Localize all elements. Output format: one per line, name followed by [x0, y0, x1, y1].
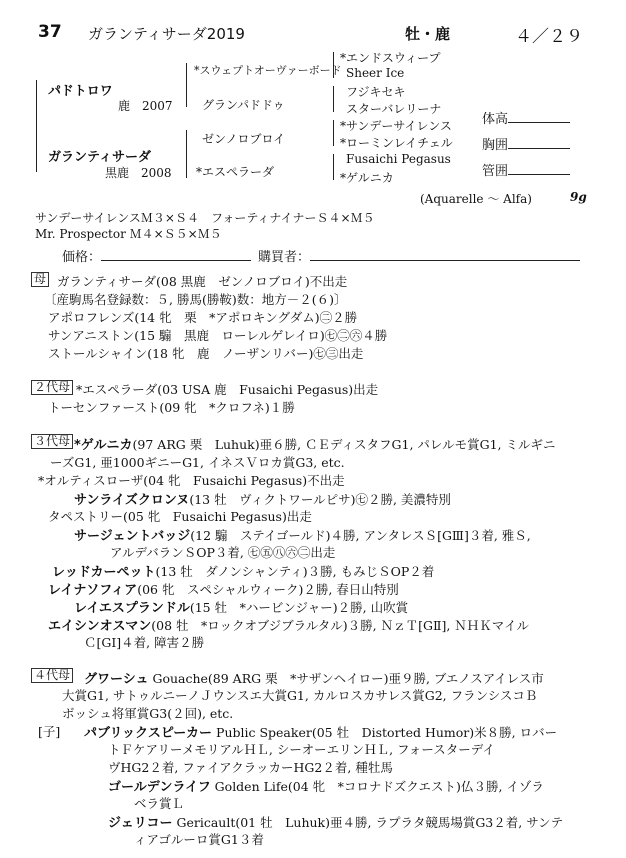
second-dam-line-2: トーセンファースト(09 牝 *クロフネ)１勝 — [48, 400, 295, 415]
line-text: Ｃ[GⅠ]４着, 障害２勝 — [84, 635, 205, 650]
buyer-label: 購買者： — [258, 250, 311, 265]
pedigree-bracket — [36, 80, 37, 172]
cannon-blank — [508, 162, 570, 175]
sire-dam: グランパドドゥ — [202, 98, 285, 112]
dosage: 9g — [570, 190, 587, 204]
pedigree-bracket-g3b — [333, 86, 334, 112]
buyer-field[interactable] — [258, 246, 580, 265]
dam-line-3: アポロフレンズ(14 牝 栗 *アポロキングダム)㊁２勝 — [48, 310, 358, 325]
gen3-7: Fusaichi Pegasus — [346, 152, 451, 166]
horse-name-bold: エイシンオスマン — [48, 619, 152, 634]
third-dam-line — [74, 434, 556, 453]
dam-name: ガランティサーダ — [48, 150, 151, 165]
sire-sire: *スウェプトオーヴァーボード — [194, 64, 342, 77]
inbreeding-2: Mr. Prospector Ｍ４×Ｓ５×Ｍ５ — [35, 227, 222, 241]
third-dam-line — [48, 615, 529, 634]
chest-blank — [508, 136, 570, 149]
line-text: アルデバランＳOP３着, ㊆㊄㊇㊅㊁出走 — [110, 545, 336, 560]
dam-sire: ゼンノロブロイ — [202, 132, 286, 146]
fourth-dam-line — [62, 704, 233, 722]
third-dam-line — [74, 525, 531, 544]
third-dam-line — [110, 543, 335, 561]
dam-line-2: 〔産駒馬名登録数：５, 勝馬(勝鞍)数：地方－２(６)〕 — [44, 292, 347, 307]
horse-name-bold: ジェリコー — [108, 816, 173, 831]
fourth-dam-line — [84, 722, 557, 741]
fourth-dam-line — [62, 686, 537, 704]
third-dam-line — [38, 471, 345, 489]
horse-name-bold: サンライズクロンヌ — [74, 493, 190, 508]
dam-line-1: ガランティサーダ(08 黒鹿 ゼンノロブロイ)不出走 — [57, 274, 348, 289]
fourth-dam-line — [108, 740, 495, 758]
gen3-1: *エンドスウィープ — [340, 51, 441, 65]
fourth-dam-tag: ４代母 — [31, 668, 73, 683]
second-dam-tag: ２代母 — [31, 380, 73, 395]
line-text: タペストリー(05 牝 Fusaichi Pegasus)出走 — [48, 509, 312, 524]
pedigree-bracket-g3d — [333, 154, 334, 180]
third-dam-line — [74, 597, 408, 616]
dam-dam: *エスペラーダ — [196, 165, 275, 179]
breeder-note: (Aquarelle ～ Alfa) — [420, 192, 532, 206]
fourth-dam-line — [108, 758, 393, 776]
price-field[interactable] — [62, 246, 251, 265]
horse-name-bold: *ゲルニカ — [74, 438, 133, 453]
pedigree-bracket-g3c — [333, 120, 334, 146]
line-text: (12 騸 ステイゴールド)４勝, アンタレスＳ[GⅢ]３着, 雅Ｓ, — [190, 528, 531, 543]
second-dam-line-1: *エスペラーダ(03 USA 鹿 Fusaichi Pegasus)出走 — [76, 382, 379, 397]
gen3-3: フジキセキ — [346, 85, 406, 99]
line-text: Gouache(89 ARG 栗 *サザンヘイロー)亜９勝, ブエノスアイレス市 — [148, 671, 544, 686]
line-text: Gericault(01 牡 Luhuk)亜４勝, ラプラタ競馬場賞G3２着, サンテ — [172, 815, 564, 830]
height-label: 体高 — [482, 112, 509, 127]
height-blank — [508, 110, 570, 123]
sex-color: 牡・鹿 — [405, 25, 451, 43]
dam-line-5: ストールシャイン(18 牝 鹿 ノーザンリバー)㊆㊂出走 — [48, 346, 364, 361]
line-text: ベラ賞Ｌ — [134, 796, 185, 811]
horse-name-bold: サージェントバッジ — [74, 529, 191, 544]
horse-name-bold: ゴールデンライフ — [108, 780, 211, 795]
line-text: Golden Life(04 牝 *コロナドズクエスト)仏３勝, イゾラ — [210, 779, 544, 794]
cannon-label: 管囲 — [482, 164, 509, 179]
chest-label: 胸囲 — [482, 138, 509, 153]
fourth-dam-line — [108, 812, 563, 831]
line-text: ボッシュ将軍賞G3(２回), etc. — [62, 706, 234, 721]
chest-field[interactable] — [482, 134, 570, 153]
third-dam-line — [52, 561, 434, 580]
horse-name: ガランティサーダ2019 — [88, 25, 245, 43]
lot-number: 37 — [38, 22, 62, 42]
dam-color-year: 黒鹿 2008 — [105, 166, 172, 180]
pedigree-bracket-dam — [186, 130, 187, 178]
fourth-dam-line — [134, 794, 184, 812]
line-text: (06 牝 スペシャルウィーク)２勝, 春日山特別 — [137, 582, 399, 597]
line-text: (08 牡 *ロックオブジブラルタル)３勝, ＮｚＴ[GⅡ], ＮＨＫマイル — [151, 618, 530, 633]
third-dam-line — [74, 489, 451, 508]
line-text: *オルティスローザ(04 牝 Fusaichi Pegasus)不出走 — [38, 473, 345, 488]
line-text: ィアゴルーロ賞G1３着 — [134, 832, 264, 847]
horse-name-bold: レイエスプランドル — [74, 601, 190, 616]
third-dam-line — [84, 633, 204, 651]
line-text: 大賞G1, サトゥルニーノＪウンスエ大賞G1, カルロスカサレス賞G2, フランシスコＢ — [62, 688, 538, 703]
sire-name: パドトロワ — [48, 84, 113, 99]
line-text: (13 牡 ダノンシャンティ)３勝, もみじＳOP２着 — [155, 564, 435, 579]
height-field[interactable] — [482, 108, 570, 127]
fourth-dam-line — [108, 776, 544, 795]
foaling-date: ４／２９ — [515, 27, 583, 47]
fourth-dam-line — [134, 830, 264, 848]
pedigree-bracket-sire — [186, 63, 187, 107]
dam-tag: 母 — [31, 272, 49, 287]
line-text: (13 牡 ヴィクトワールピサ)㊆２勝, 美濃特別 — [189, 492, 451, 507]
third-dam-line — [48, 507, 312, 525]
inbreeding-1: サンデーサイレンスＭ３×Ｓ４ フォーティナイナーＳ４×Ｍ５ — [35, 211, 375, 225]
third-dam-tag: ３代母 — [31, 434, 73, 449]
gen3-5: *サンデーサイレンス — [340, 119, 452, 133]
child-tag: [子] — [38, 724, 61, 739]
cannon-field[interactable] — [482, 160, 570, 179]
dam-line-4: サンアニストン(15 騸 黒鹿 ローレルゲレイロ)㊆㊁㊅４勝 — [48, 328, 388, 343]
line-text: ヴHG2２着, ファイアクラッカーHG2２着, 種牡馬 — [108, 760, 393, 775]
gen3-2: Sheer Ice — [346, 66, 405, 80]
horse-name-bold: レイナソフィア — [48, 583, 138, 598]
horse-name-bold: パブリックスピーカー — [84, 726, 213, 741]
horse-name-bold: グワーシュ — [84, 672, 149, 687]
line-text: (97 ARG 栗 Luhuk)亜６勝, ＣＥディスタフG1, パレルモ賞G1, ミルギニ — [132, 437, 556, 452]
gen3-4: スターバレリーナ — [346, 102, 442, 116]
third-dam-line — [48, 579, 399, 598]
gen3-8: *ゲルニカ — [340, 171, 394, 185]
line-text: Public Speaker(05 牡 Distorted Humor)米８勝, ロバー — [212, 725, 558, 740]
line-text: ーズG1, 亜1000ギニーG1, イネスＶロカ賞G3, etc. — [50, 455, 345, 470]
price-label: 価格： — [62, 250, 102, 265]
third-dam-line — [50, 453, 345, 471]
horse-name-bold: レッドカーペット — [52, 565, 156, 580]
line-text: トＦケアリーメモリアルＨＬ, シーオーエリンＨＬ, フォースターデイ — [108, 742, 495, 757]
sire-color-year: 鹿 2007 — [118, 99, 173, 113]
fourth-dam-line — [84, 668, 544, 687]
line-text: (15 牡 *ハービンジャー)２勝, 山吹賞 — [189, 600, 409, 615]
gen3-6: *ローミンレイチェル — [340, 136, 453, 150]
buyer-blank — [310, 248, 580, 261]
price-blank — [101, 248, 251, 261]
